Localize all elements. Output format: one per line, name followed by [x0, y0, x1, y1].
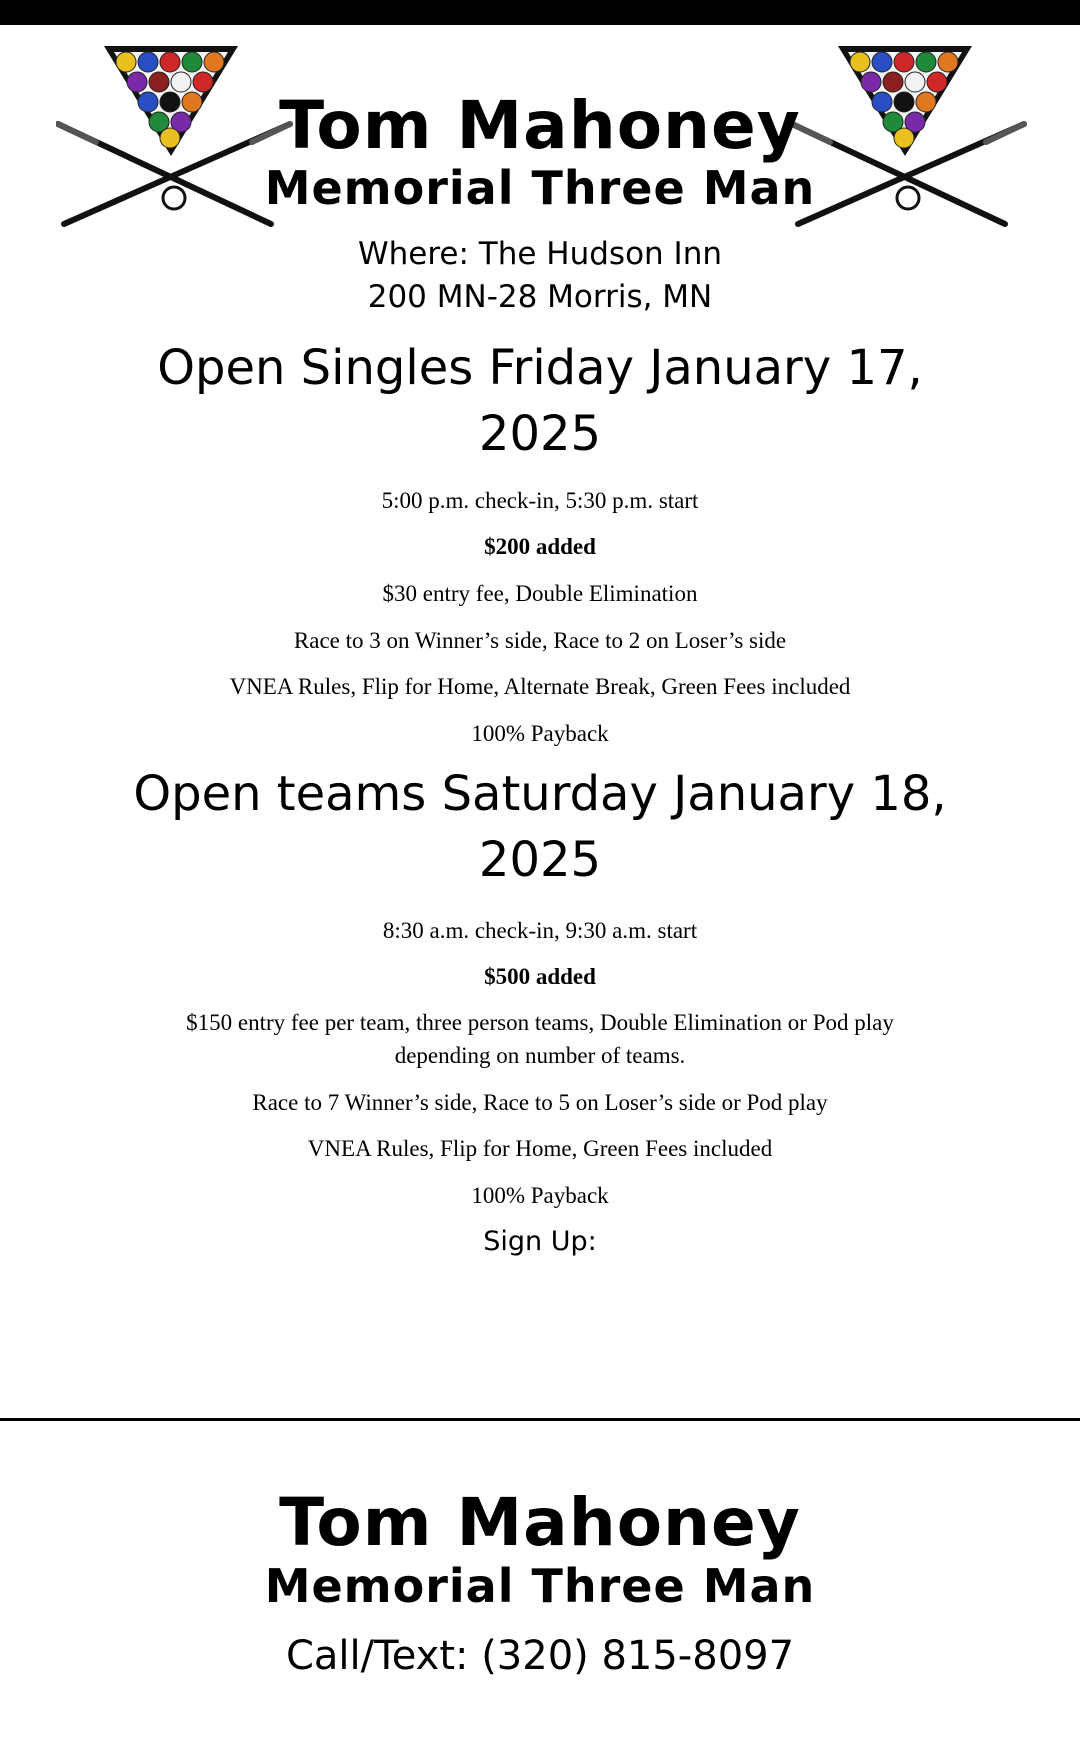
teams-checkin: 8:30 a.m. check-in, 9:30 a.m. start — [382, 918, 698, 943]
teams-entry-fee: $150 entry fee per team, three person teams, Double Elimination or Pod play depending on number of teams. — [186, 1010, 894, 1068]
singles-heading: Open Singles Friday January 17, 2025 — [157, 340, 923, 462]
singles-rules: VNEA Rules, Flip for Home, Alternate Break, Green Fees included — [229, 674, 851, 699]
divider — [0, 1418, 1080, 1421]
signup-label: Sign Up: — [483, 1226, 597, 1257]
singles-checkin: 5:00 p.m. check-in, 5:30 p.m. start — [381, 488, 699, 513]
teams-added: $500 added — [484, 964, 596, 989]
singles-payback: 100% Payback — [471, 721, 609, 746]
teams-race: Race to 7 Winner’s side, Race to 5 on Loser’s side or Pod play — [252, 1090, 828, 1115]
venue-address: 200 MN-28 Morris, MN — [367, 279, 713, 315]
singles-race: Race to 3 on Winner’s side, Race to 2 on Loser’s side — [293, 628, 787, 653]
venue-name: Where: The Hudson Inn — [357, 236, 722, 272]
singles-entry-fee: $30 entry fee, Double Elimination — [382, 581, 698, 606]
teams-rules: VNEA Rules, Flip for Home, Green Fees included — [307, 1136, 773, 1161]
page-title: Tom Mahoney — [279, 87, 801, 164]
top-bar — [0, 0, 1080, 25]
singles-added: $200 added — [484, 534, 596, 559]
teams-payback: 100% Payback — [471, 1183, 609, 1208]
footer-title: Tom Mahoney — [279, 1484, 801, 1561]
footer-subtitle: Memorial Three Man — [264, 1559, 816, 1613]
teams-heading: Open teams Saturday January 18, 2025 — [133, 766, 947, 888]
contact-phone: Call/Text: (320) 815-8097 — [285, 1633, 795, 1679]
page-subtitle: Memorial Three Man — [264, 161, 816, 215]
